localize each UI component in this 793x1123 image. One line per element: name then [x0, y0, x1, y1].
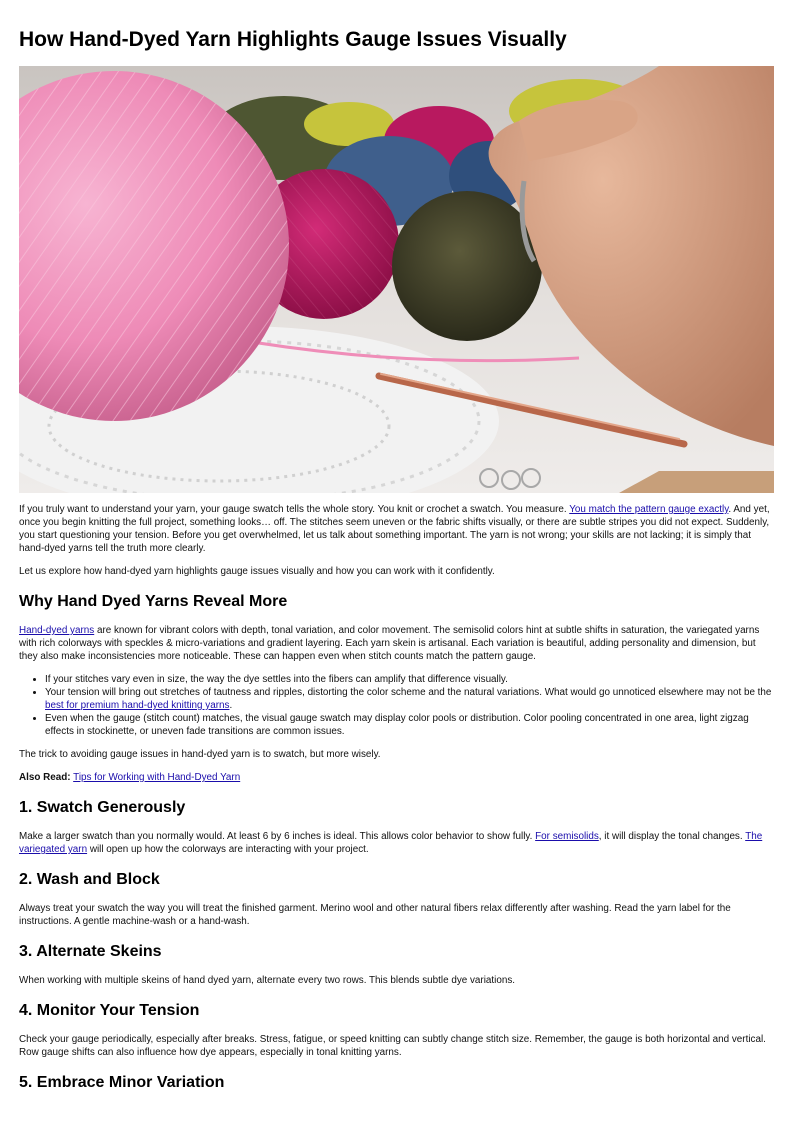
why-text: are known for vibrant colors with depth, tonal variation, and color movement. The semisolid colors hint at subtle shifts in saturation, the variegated yarns with rich colorways with speckles & micro-variations and gradient layering. Each yarn skein is artisanal. Each variation is beautiful, adding personality and dimension, but they also make inconsistencies more noticeable. These can happen even when stitch counts match the pattern gauge. — [19, 625, 760, 662]
s1-text-b: , it will display the tonal changes. — [598, 831, 746, 842]
list-item: • Even when the gauge (stitch count) matches, the visual gauge swatch may display color pools or distribution. Color pooling concentrated in one area, light zigzag effects in stockinette, or uneven fade transitions are common issues. — [45, 712, 773, 738]
section-4-paragraph: Check your gauge periodically, especially after breaks. Stress, fatigue, or speed knitting can subtly change stitch size. Remember, the gauge is both horizontal and vertical. Row gauge shifts can also influence how dye appears, especially in tonal knitting yarns. — [19, 1034, 766, 1058]
why-heading: Why Hand Dyed Yarns Reveal More — [19, 593, 288, 610]
why-paragraph — [19, 624, 773, 663]
section-3-heading: 3. Alternate Skeins — [19, 943, 162, 960]
section-5-heading: 5. Embrace Minor Variation — [19, 1074, 225, 1091]
bullet2-text-a: Your tension will bring out stretches of tautness and ripples, distorting the color scheme and the natural variations. What would go unnoticed elsewhere may not be the — [45, 687, 772, 698]
intro-paragraph-2: Let us explore how hand-dyed yarn highlights gauge issues visually and how you can work with it confidently. — [19, 566, 495, 577]
article-body — [19, 503, 773, 1105]
intro-text-a: If you truly want to understand your yarn, your gauge swatch tells the whole story. You knit or crochet a swatch. You measure. — [19, 504, 570, 515]
s1-text-c: will open up how the colorways are interacting with your project. — [87, 844, 369, 855]
intro-text-b: . And yet, once you begin knitting the full project, something looks… off. The stitches seem uneven or the fabric shifts visually, or there are subtle stripes you did not expect. Suddenly, you start questioning your tension. Before you get overwhelmed, let us talk about something important. The yarn is not wrong; your skills are not lacking; it is simply that hand-dyed yarns tell the truth more clearly. — [19, 504, 770, 554]
hero-yarn-photo — [19, 66, 774, 493]
section-1-paragraph — [19, 830, 773, 856]
hand-dyed-yarns-link[interactable]: Hand-dyed yarns — [19, 625, 95, 636]
section-3-paragraph: When working with multiple skeins of hand dyed yarn, alternate every two rows. This blends subtle dye variations. — [19, 975, 516, 986]
also-read-label: Also Read: — [19, 772, 71, 783]
pattern-gauge-link[interactable]: You match the pattern gauge exactly — [569, 504, 729, 515]
list-item — [45, 686, 773, 712]
article-title: How Hand-Dyed Yarn Highlights Gauge Issues Visually — [19, 28, 567, 51]
trick-paragraph: The trick to avoiding gauge issues in hand-dyed yarn is to swatch, but more wisely. — [19, 749, 381, 760]
s1-text-a: Make a larger swatch than you normally would. At least 6 by 6 inches is ideal. This allows color behavior to show fully. — [19, 831, 536, 842]
section-1-heading: 1. Swatch Generously — [19, 799, 186, 816]
also-read — [19, 771, 773, 784]
list-item: • If your stitches vary even in size, the way the dye settles into the fibers can amplify that difference visually. — [45, 673, 773, 686]
section-2-heading: 2. Wash and Block — [19, 871, 160, 888]
section-2-paragraph: Always treat your swatch the way you will treat the finished garment. Merino wool and other natural fibers relax differently after washing. Read the yarn label for the instructions. A gentle machine-wash or a hand-wash. — [19, 903, 731, 927]
premium-yarns-link[interactable]: best for premium hand-dyed knitting yarns — [45, 700, 230, 711]
section-4-heading: 4. Monitor Your Tension — [19, 1002, 200, 1019]
semisolids-link[interactable]: For semisolids — [535, 831, 599, 842]
intro-paragraph — [19, 503, 773, 555]
why-list — [19, 673, 773, 738]
bullet2-text-b: . — [229, 700, 233, 711]
also-read-link[interactable]: Tips for Working with Hand-Dyed Yarn — [73, 772, 241, 783]
variegated-yarn-link[interactable]: The variegated yarn — [19, 831, 763, 855]
